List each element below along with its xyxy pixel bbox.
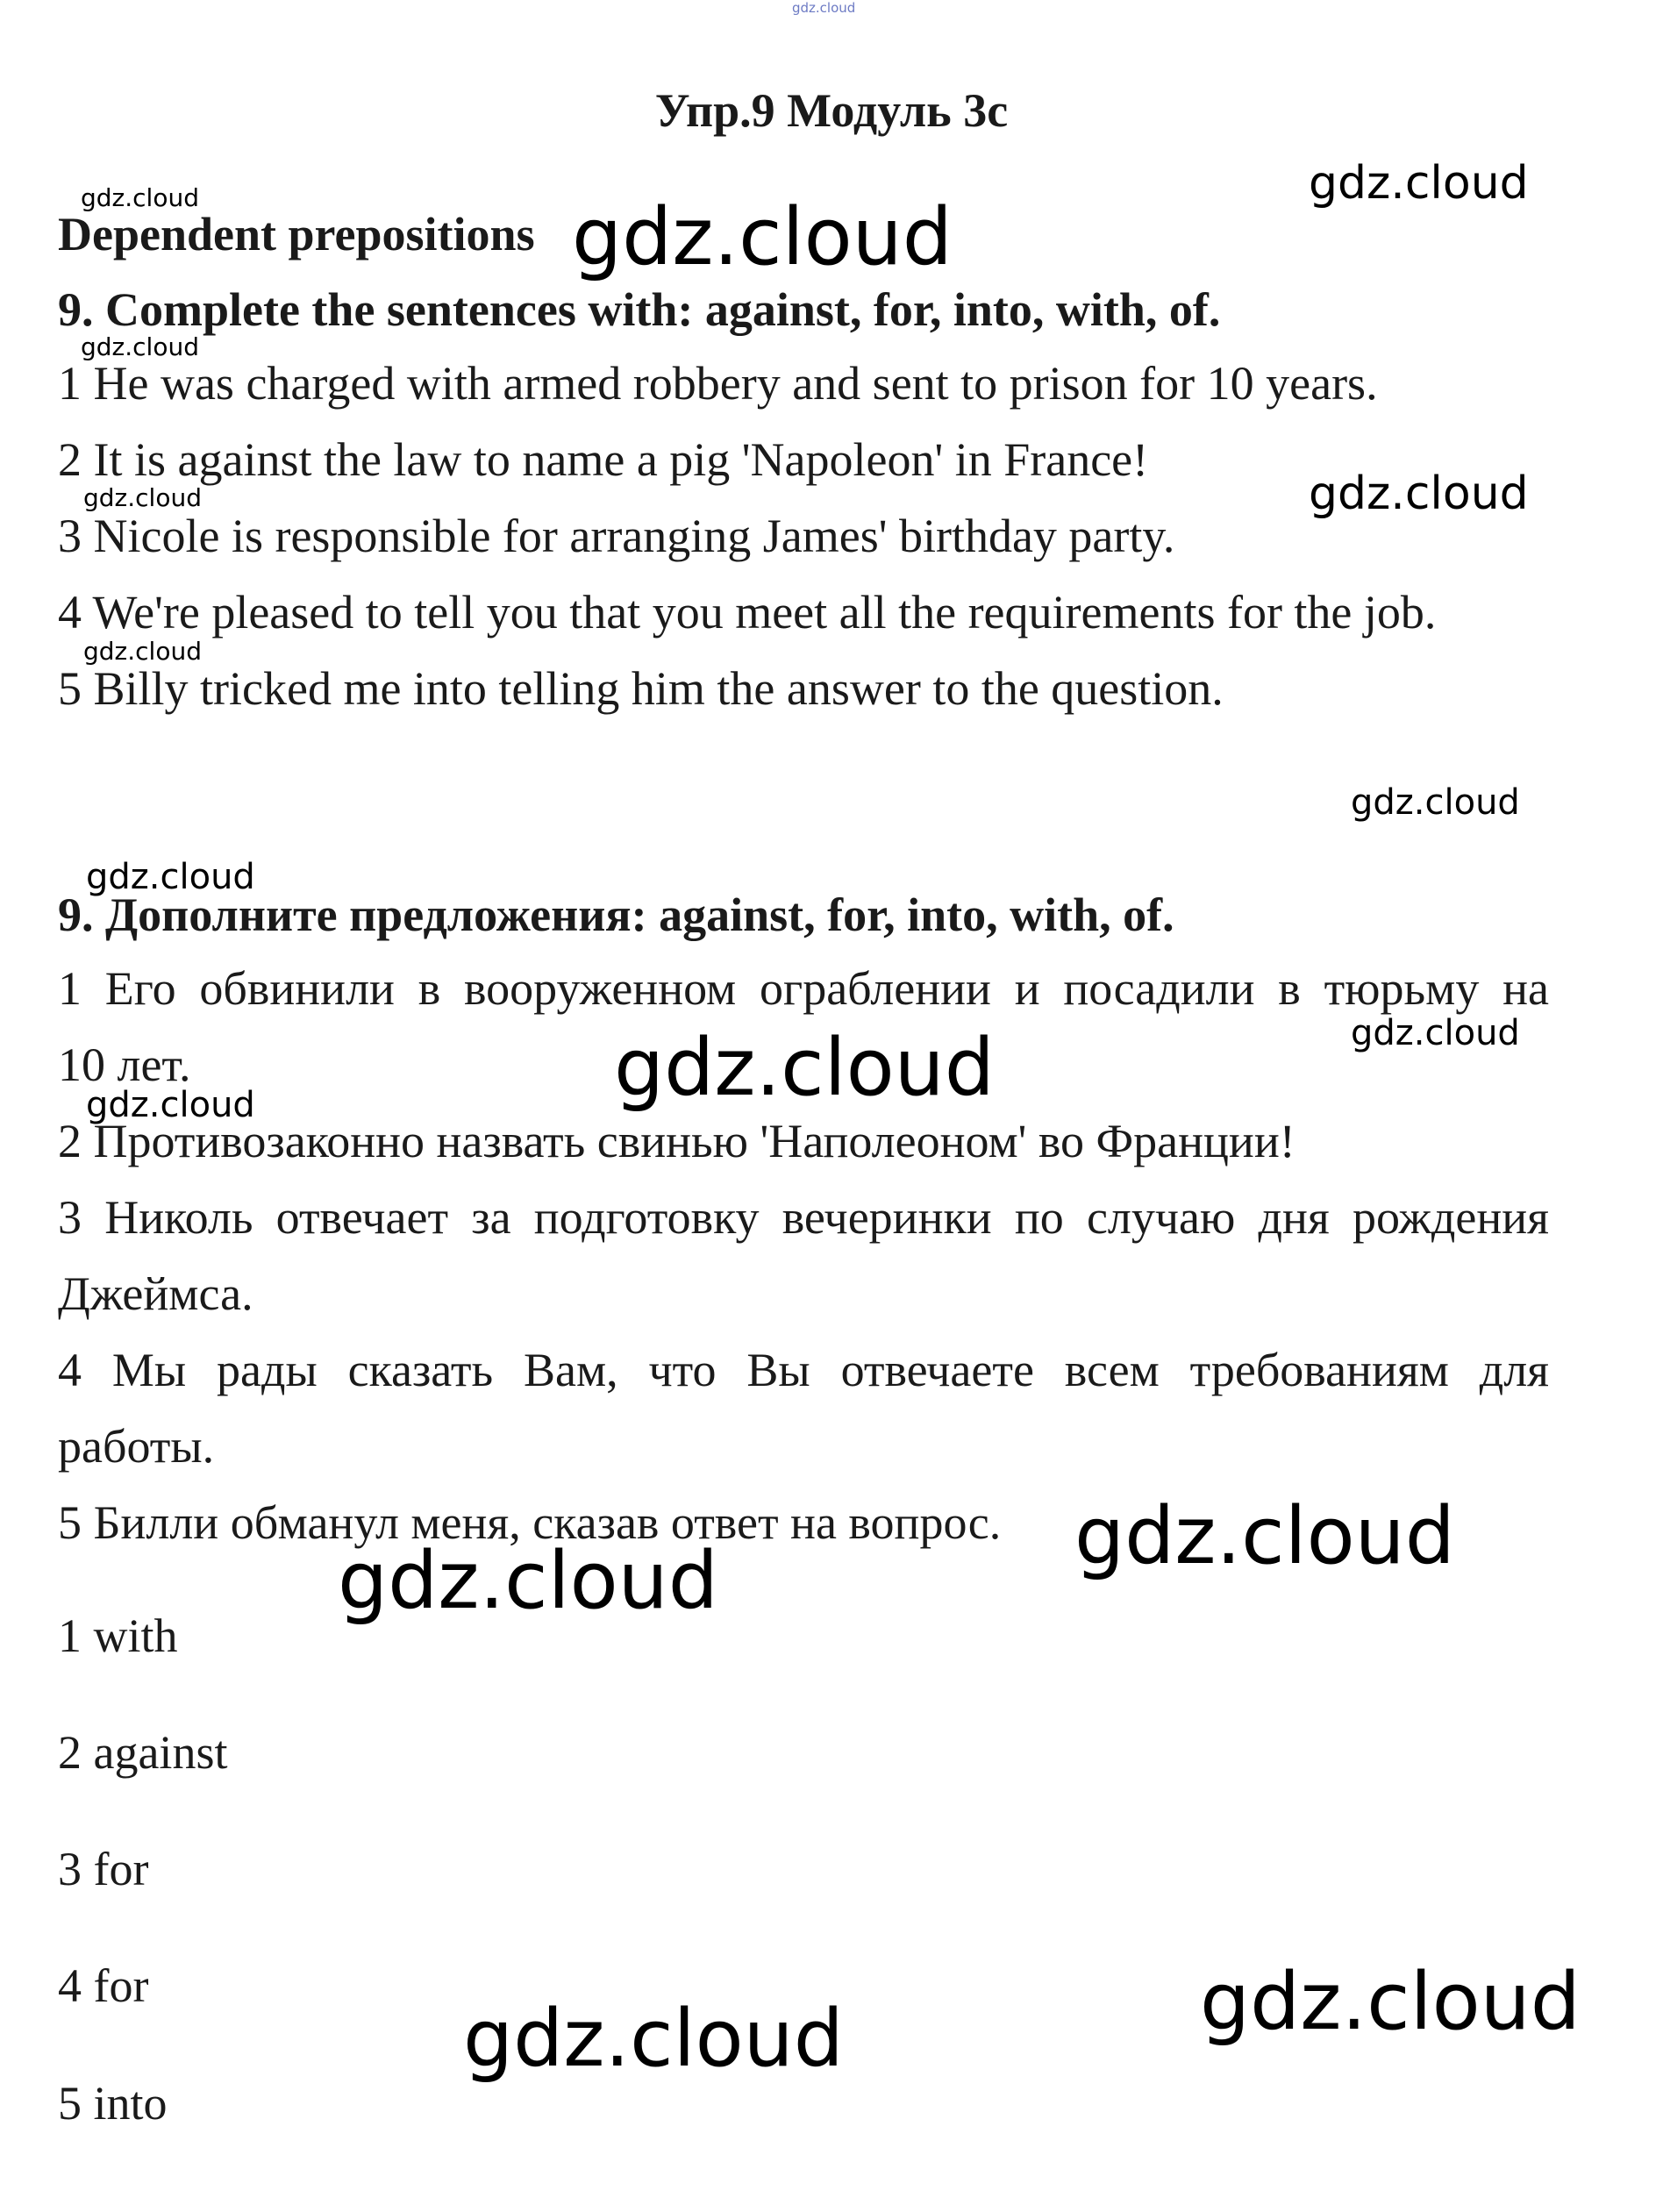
ru-line-2: 10 лет. xyxy=(58,1038,191,1091)
answer-1: 1 with xyxy=(58,1609,178,1662)
en-sentence-2: 2 It is against the law to name a pig 'Napoleon' in France! xyxy=(58,433,1149,486)
watermark: gdz.cloud xyxy=(1351,782,1520,823)
watermark: gdz.cloud xyxy=(86,857,255,897)
watermark: gdz.cloud xyxy=(86,1085,255,1125)
page-title: Упр.9 Модуль 3с xyxy=(654,84,1009,137)
answer-2: 2 against xyxy=(58,1726,228,1779)
en-sentence-5: 5 Billy tricked me into telling him the answer to the question. xyxy=(58,662,1224,715)
answer-3: 3 for xyxy=(58,1843,149,1895)
watermark: gdz.cloud xyxy=(1200,1956,1581,2048)
watermark: gdz.cloud xyxy=(83,637,202,666)
watermark: gdz.cloud xyxy=(1309,467,1529,520)
ru-line-8: 5 Билли обманул меня, сказав ответ на вопрос. xyxy=(58,1496,1002,1549)
watermark: gdz.cloud xyxy=(81,183,199,212)
ru-line-7: работы. xyxy=(58,1420,215,1473)
en-sentence-1: 1 He was charged with armed robbery and sent to prison for 10 years. xyxy=(58,357,1378,410)
en-sentence-3: 3 Nicole is responsible for arranging James' birthday party. xyxy=(58,510,1175,562)
ru-line-3: 2 Противозаконно назвать свинью 'Наполеоном' во Франции! xyxy=(58,1115,1295,1167)
watermark: gdz.cloud xyxy=(614,1022,995,1114)
ru-line-4: 3 Николь отвечает за подготовку вечеринки по случаю дня рождения xyxy=(58,1191,1549,1244)
watermark: gdz.cloud xyxy=(338,1535,718,1627)
answer-4: 4 for xyxy=(58,1959,149,2012)
watermark: gdz.cloud xyxy=(1074,1490,1455,1582)
watermark: gdz.cloud xyxy=(572,191,953,283)
task-en-instruction: 9. Complete the sentences with: against, for, into, with, of. xyxy=(58,283,1221,336)
ru-line-5: Джеймса. xyxy=(58,1267,253,1320)
watermark: gdz.cloud xyxy=(81,332,199,361)
watermark-top: gdz.cloud xyxy=(792,0,856,16)
ru-line-6: 4 Мы рады сказать Вам, что Вы отвечаете всем требованиям для xyxy=(58,1344,1549,1396)
watermark: gdz.cloud xyxy=(463,1993,844,2085)
en-sentence-4: 4 We're pleased to tell you that you meet all the requirements for the job. xyxy=(58,586,1437,639)
watermark: gdz.cloud xyxy=(1351,1013,1520,1053)
watermark: gdz.cloud xyxy=(1309,157,1529,210)
ru-line-1: 1 Его обвинили в вооруженном ограблении и посадили в тюрьму на xyxy=(58,962,1549,1015)
watermark: gdz.cloud xyxy=(83,483,202,512)
answer-5: 5 into xyxy=(58,2077,168,2130)
task-ru-instruction: 9. Дополните предложения: against, for, into, with, of. xyxy=(58,888,1174,941)
section-heading: Dependent prepositions xyxy=(58,208,535,260)
